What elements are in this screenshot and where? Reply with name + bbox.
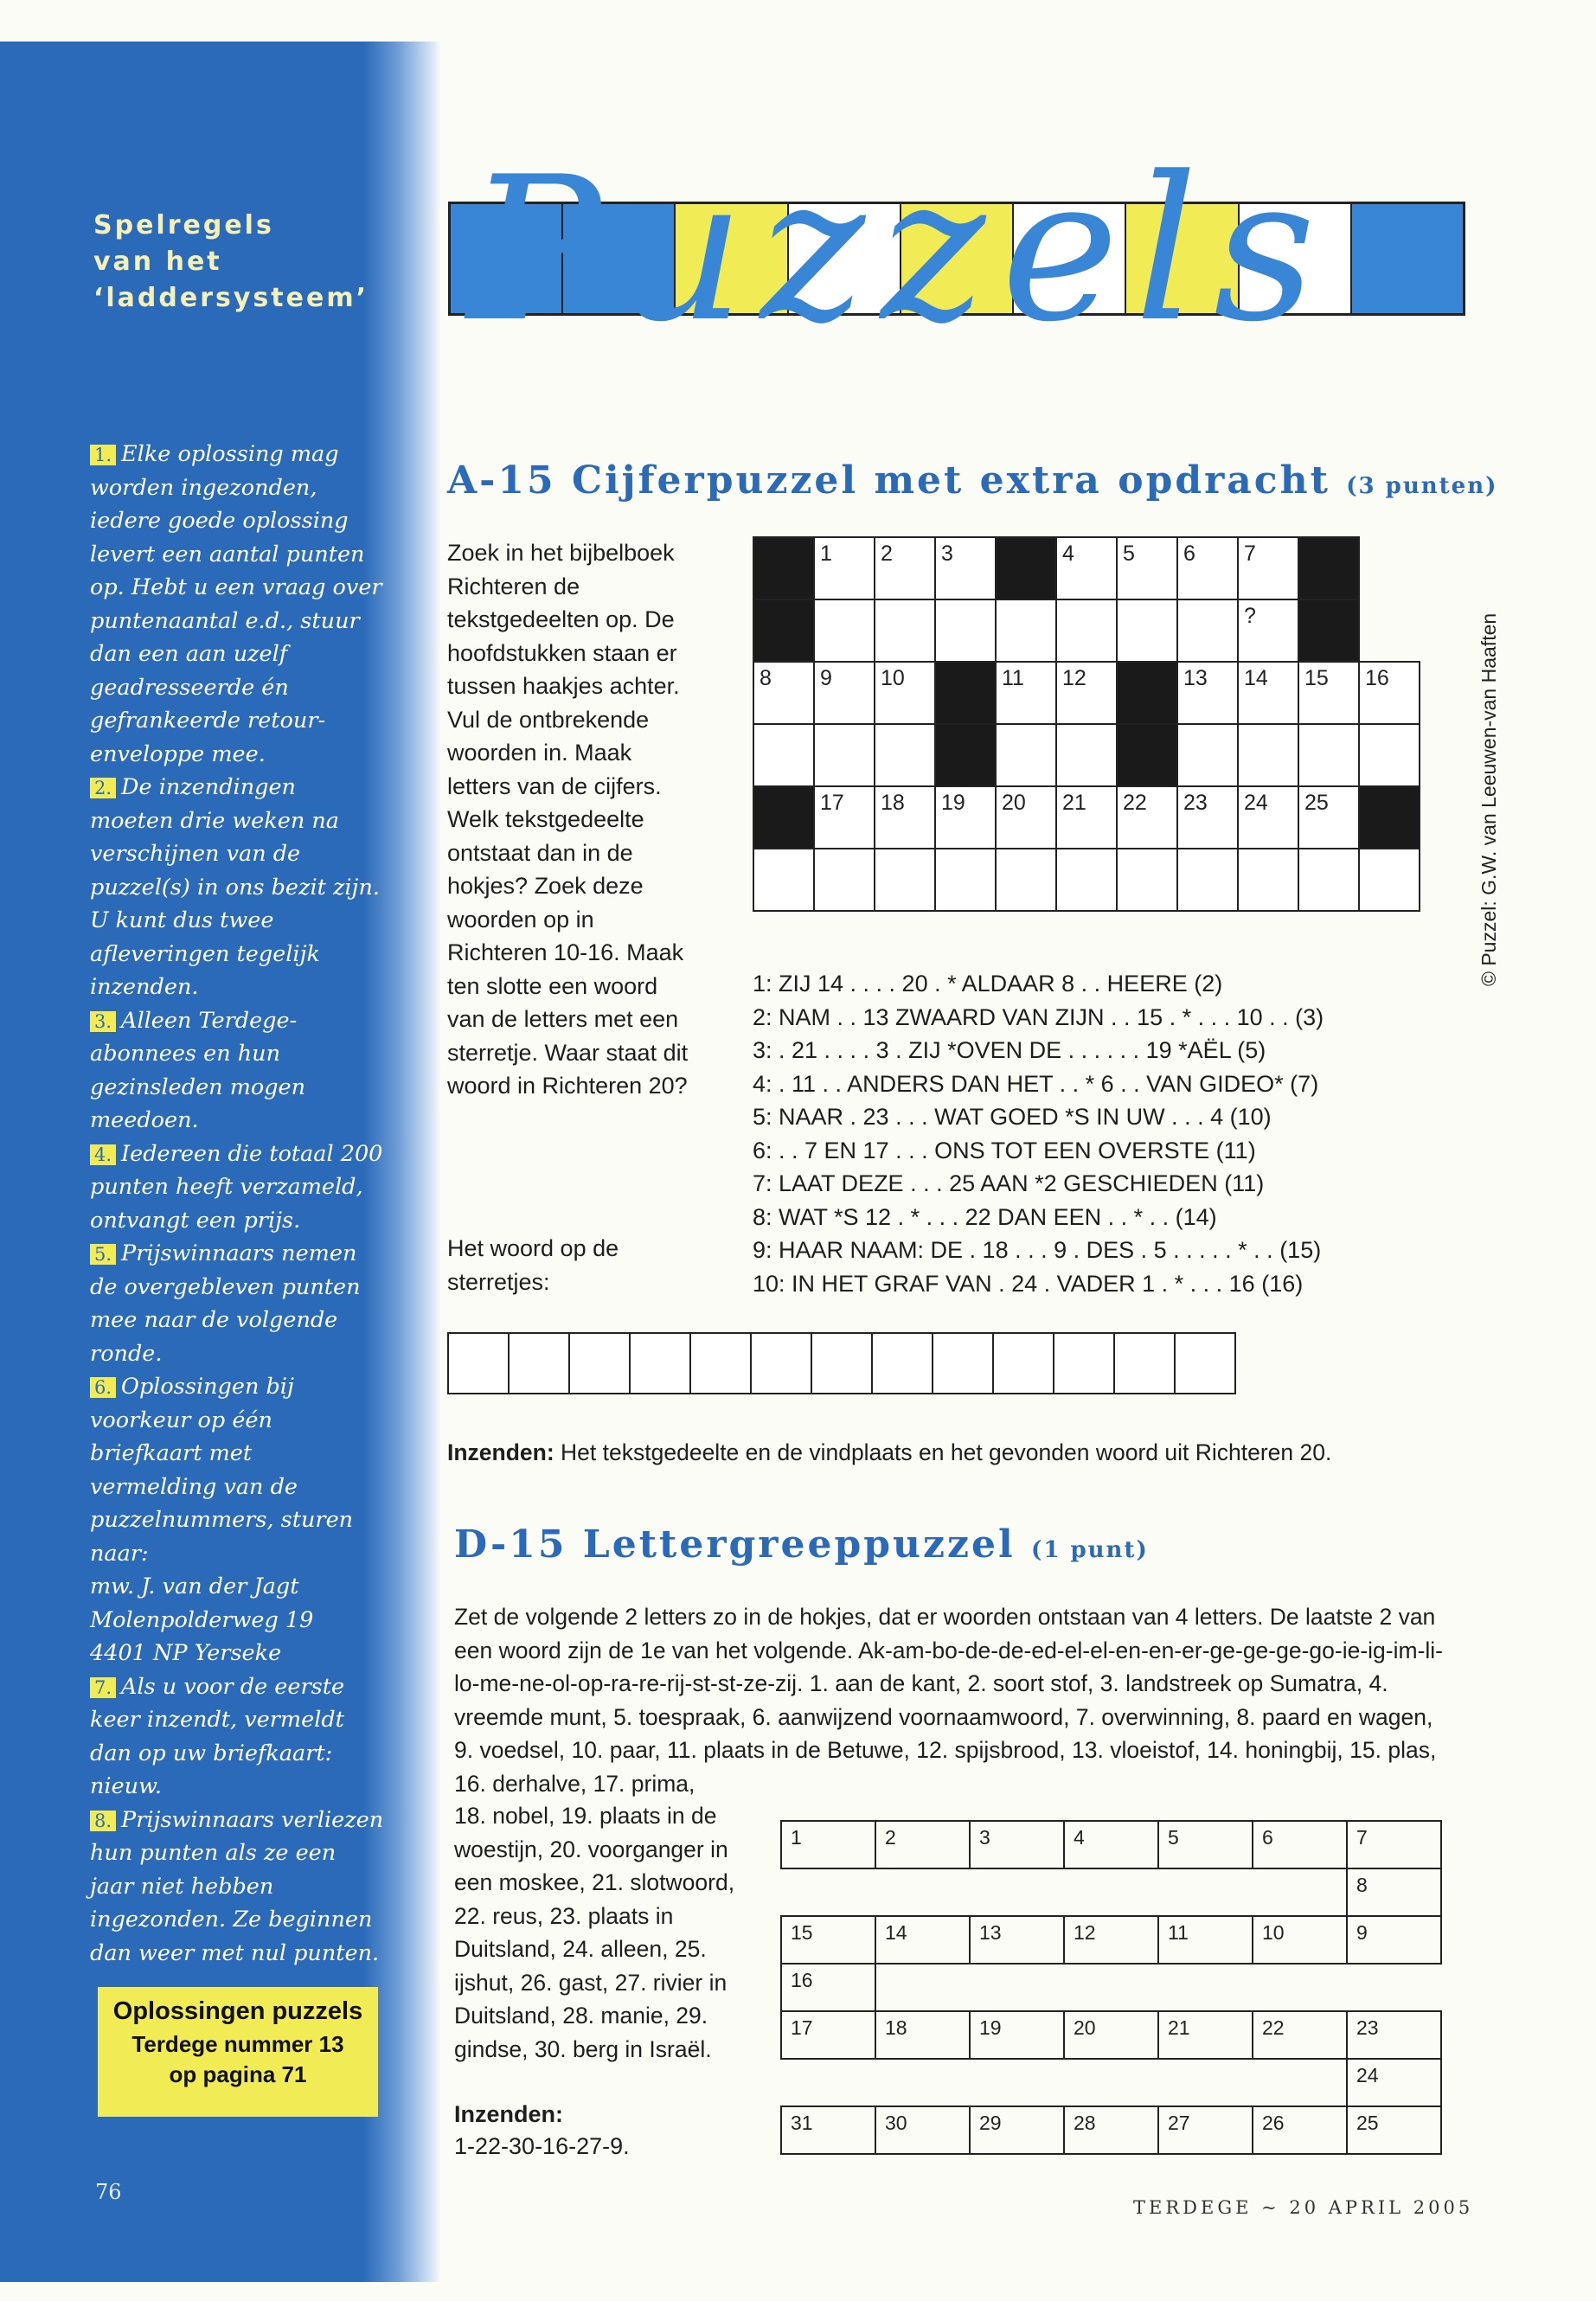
cell-number: 9 [820, 666, 832, 690]
a15-number-grid [753, 536, 1420, 912]
rules-list [90, 438, 384, 1970]
grid-cell [875, 849, 935, 911]
grid-row [753, 662, 1420, 724]
cell-number [997, 725, 1055, 728]
cell-number: 16 [1365, 666, 1389, 690]
empty-space [1253, 2059, 1347, 2106]
cell-number: 20 [1074, 2016, 1096, 2039]
star-answer-box[interactable] [630, 1333, 690, 1394]
empty-space [1064, 1964, 1158, 2011]
grid-cell [753, 849, 814, 911]
grid-cell [1347, 1821, 1441, 1868]
cell-number: 19 [941, 791, 965, 815]
grid-row [781, 1916, 1441, 1964]
page-title: Puzzels [467, 135, 1331, 366]
black-cell [996, 537, 1056, 599]
empty-space [970, 1868, 1064, 1916]
clue-line: 6: . . 7 EN 17 . . . ONS TOT EEN OVERSTE (11) [753, 1137, 1256, 1163]
grid-cell [1359, 849, 1420, 911]
grid-cell [935, 599, 996, 662]
cell-number [754, 849, 813, 853]
black-cell [1298, 537, 1359, 599]
cell-number: 19 [979, 2016, 1002, 2039]
grid-cell [875, 2011, 970, 2059]
empty-space [1158, 2059, 1253, 2106]
sidebar-title-line: van het [93, 247, 222, 277]
rule-text: Oplossingen bij voorkeur op één briefkaart met vermelding van de puzzelnummers, sturen naar: [90, 1374, 354, 1567]
solutions-line: op pagina 71 [169, 2061, 307, 2087]
cell-number [997, 600, 1055, 604]
cell-number [875, 600, 934, 604]
cell-number: 10 [881, 666, 905, 690]
rule-item [90, 1670, 384, 1804]
grid-cell [935, 849, 996, 911]
rule-number: 6. [90, 1377, 116, 1398]
cell-number: 25 [1304, 791, 1329, 815]
a15-submit-instruction [447, 1436, 1442, 1470]
empty-space [875, 1964, 970, 2011]
cell-number [1178, 849, 1237, 853]
rule-text: Prijswinnaars nemen de overgebleven punten mee naar de volgende ronde. [90, 1240, 361, 1367]
page-number: 76 [95, 2180, 122, 2204]
grid-cell [875, 662, 935, 724]
grid-cell [875, 786, 935, 849]
star-answer-box[interactable] [751, 1333, 811, 1394]
sidebar-title-line: ‘laddersysteem’ [93, 283, 369, 313]
cell-number: 13 [1183, 666, 1208, 690]
cell-number: 11 [1168, 1921, 1189, 1944]
cell-number [1178, 600, 1237, 604]
cell-number: 1 [791, 1826, 802, 1849]
empty-space [1347, 1964, 1441, 2011]
cell-number: 22 [1123, 791, 1147, 815]
empty-space [1253, 1964, 1347, 2011]
grid-row [753, 537, 1420, 599]
rule-item [90, 1004, 384, 1138]
rule-text: Alleen Terdege-abonnees en hun gezinsleden mogen meedoen. [90, 1007, 306, 1133]
a15-star-answer-boxes [447, 1332, 1236, 1394]
cell-number: 5 [1123, 542, 1135, 566]
cell-number [1118, 600, 1176, 604]
cell-number: 28 [1074, 2112, 1096, 2134]
grid-cell [814, 849, 875, 911]
rule-number: 4. [90, 1144, 116, 1165]
cell-number [997, 849, 1055, 853]
empty-space [1064, 1868, 1158, 1916]
cell-number: 8 [760, 666, 772, 690]
cell-number: 24 [1244, 791, 1268, 815]
d15-title: D-15 Lettergreeppuzzel [454, 1522, 1016, 1567]
grid-cell [814, 599, 875, 662]
a15-heading [447, 458, 1497, 503]
cell-number: 4 [1062, 542, 1074, 566]
rule-item [90, 1804, 384, 1971]
d15-points: (1 punt) [1031, 1537, 1149, 1563]
rule-text: mw. J. van der Jagt [90, 1574, 299, 1599]
cell-number [1118, 849, 1176, 853]
cell-number: 8 [1356, 1874, 1368, 1896]
a15-clues [753, 967, 1410, 1300]
rule-text: Prijswinnaars verliezen hun punten als ze een jaar niet hebben ingezonden. Ze beginnen dan weer met nul punten. [90, 1806, 384, 1966]
rule-number: 1. [90, 445, 116, 465]
grid-row [753, 849, 1420, 911]
grid-cell [1056, 786, 1117, 849]
grid-cell [814, 662, 875, 724]
cell-number: 25 [1356, 2112, 1379, 2134]
empty-space [781, 2059, 875, 2106]
grid-cell [781, 2011, 875, 2059]
cell-number: 10 [1262, 1921, 1285, 1944]
grid-cell [996, 849, 1056, 911]
grid-cell [970, 1916, 1064, 1964]
a15-points: (3 punten) [1346, 473, 1498, 499]
grid-cell [1158, 1916, 1253, 1964]
rule-item [90, 1370, 384, 1570]
grid-cell [1298, 849, 1359, 911]
empty-space [875, 1868, 970, 1916]
cell-number: 27 [1168, 2112, 1190, 2134]
rule-item [90, 1570, 384, 1604]
cell-number [1299, 849, 1358, 853]
grid-row [781, 2106, 1441, 2154]
grid-cell [781, 1964, 875, 2011]
grid-cell [1238, 662, 1298, 724]
cell-number: 30 [885, 2112, 907, 2134]
star-answer-box[interactable] [569, 1333, 630, 1394]
grid-cell [1347, 2011, 1441, 2059]
rule-number: 8. [90, 1811, 116, 1831]
puzzle-credit-text: © Puzzel: G.W. van Leeuwen-van Haaften [1477, 612, 1500, 986]
grid-cell [1117, 786, 1177, 849]
cell-number [1239, 849, 1298, 853]
rule-text: Elke oplossing mag worden ingezonden, iedere goede oplossing levert een aantal punten op. Hebt u een vraag over puntenaantal e.d., stuur dan een aan uzelf geadresseerde én gefrankeerde retour-enveloppe mee. [90, 441, 382, 767]
cell-number [936, 600, 995, 604]
grid-cell [1158, 1821, 1253, 1868]
cell-number: 24 [1356, 2064, 1379, 2086]
grid-row [781, 1821, 1441, 1868]
cell-number: 17 [791, 2016, 813, 2039]
empty-space [970, 2059, 1064, 2106]
cell-number: 23 [1356, 2016, 1379, 2039]
a15-title: A-15 Cijferpuzzel met extra opdracht [447, 458, 1330, 503]
cell-number: 5 [1168, 1826, 1179, 1849]
d15-description: Zet de volgende 2 letters zo in de hokjes, dat er woorden ontstaan van 4 letters. De laatste 2 van een woord zijn de 1e van het volgende. Ak-am-bo-de-de-ed-el-el-en-en-er-ge-ge-ge-go-ie-ig-im-li-lo-me-ne-ol-op-ra-re-rij-st-st-ze-zij. 1. aan de kant, 2. soort stof, 3. landstreek op Sumatra, 4. vreemde munt, 5. toespraak, 6. aanwijzend voornaamwoord, 7. overwinning, 8. paard en wagen, 9. voedsel, 10. paar, 11. plaats in de Betuwe, 12. spijsbrood, 13. vloeistof, 14. honingbij, 15. plas, 16. derhalve, 17. prima, [454, 1604, 1444, 1797]
grid-cell [875, 1916, 970, 1964]
cell-number [815, 849, 874, 853]
grid-cell [1347, 1868, 1441, 1916]
rule-number: 2. [90, 778, 116, 798]
a15-submit-label: Inzenden: [447, 1439, 554, 1465]
grid-cell [1298, 662, 1359, 724]
clue-line: 4: . 11 . . ANDERS DAN HET . . * 6 . . VAN GIDEO* (7) [753, 1070, 1319, 1097]
star-answer-box[interactable] [1175, 1333, 1235, 1394]
d15-syllable-grid [780, 1820, 1442, 2155]
grid-cell [1253, 2106, 1347, 2154]
cell-number: 16 [791, 1969, 813, 1991]
grid-cell [814, 724, 875, 786]
grid-cell [1064, 2106, 1158, 2154]
cell-number [1178, 725, 1237, 728]
cell-number [1360, 725, 1419, 728]
cell-number: 7 [1244, 542, 1256, 566]
cell-number: 3 [979, 1826, 990, 1849]
cell-number: 20 [1002, 791, 1026, 815]
grid-cell [781, 1821, 875, 1868]
rule-number: 5. [90, 1244, 116, 1265]
d15-submit-value: 1-22-30-16-27-9. [454, 2133, 630, 2159]
cell-number [1057, 600, 1116, 604]
rule-item [90, 1604, 384, 1638]
cell-number: 21 [1062, 791, 1086, 815]
a15-submit-text: Het tekstgedeelte en de vindplaats en het gevonden woord uit Richteren 20. [561, 1439, 1332, 1465]
grid-cell [996, 662, 1056, 724]
clue-line: 5: NAAR . 23 . . . WAT GOED *S IN UW . . . 4 (10) [753, 1104, 1272, 1130]
cell-number [875, 849, 934, 853]
cell-number: 2 [881, 542, 893, 566]
star-answer-box[interactable] [811, 1333, 872, 1394]
star-answer-box[interactable] [448, 1333, 509, 1394]
grid-cell [1117, 537, 1177, 599]
grid-cell [1117, 599, 1177, 662]
grid-cell [1064, 1916, 1158, 1964]
cell-number: 21 [1168, 2016, 1190, 2039]
rule-item [90, 1138, 384, 1238]
grid-cell [875, 724, 935, 786]
star-answer-box[interactable] [1054, 1333, 1114, 1394]
grid-cell [1056, 537, 1117, 599]
grid-cell [935, 537, 996, 599]
cell-number: 14 [885, 1921, 907, 1944]
grid-row [781, 2011, 1441, 2059]
star-answer-box[interactable] [993, 1333, 1054, 1394]
cell-number: 6 [1183, 542, 1195, 566]
d15-clues-continued: 18. nobel, 19. plaats in de woestijn, 20. voorganger in een moskee, 21. slotwoord, 22. reus, 23. plaats in Duitsland, 24. alleen, 25. ijshut, 26. gast, 27. rivier in Duitsland, 28. manie, 29. gindse, 30. berg in Israël. [454, 1803, 735, 2062]
grid-cell [1238, 599, 1298, 662]
clue-line: 1: ZIJ 14 . . . . 20 . * ALDAAR 8 . . HEERE (2) [753, 971, 1223, 997]
banner-cell [1352, 204, 1463, 313]
star-answer-box[interactable] [690, 1333, 751, 1394]
grid-cell [875, 599, 935, 662]
rule-text: Molenpolderweg 19 [90, 1606, 314, 1633]
cell-number [1057, 849, 1116, 853]
cell-number: 15 [791, 1921, 813, 1944]
cell-number: 29 [979, 2112, 1002, 2134]
sidebar-title-line: Spelregels [93, 210, 274, 240]
cell-number: 1 [820, 542, 832, 566]
grid-cell [1158, 2106, 1253, 2154]
black-cell [753, 537, 814, 599]
star-answer-box[interactable] [509, 1333, 569, 1394]
rule-text: 4401 NP Yerseke [90, 1640, 282, 1666]
star-answer-box[interactable] [933, 1333, 993, 1394]
rule-number: 7. [90, 1677, 116, 1698]
grid-cell [1056, 849, 1117, 911]
cell-number: 3 [941, 542, 953, 566]
rule-item [90, 771, 384, 1004]
cell-number: 12 [1062, 666, 1086, 690]
clue-line: 8: WAT *S 12 . * . . . 22 DAN EEN . . * . . (14) [753, 1203, 1217, 1230]
grid-cell [1177, 849, 1238, 911]
black-cell [1117, 662, 1177, 724]
empty-space [1064, 2059, 1158, 2106]
star-answer-box[interactable] [872, 1333, 933, 1394]
grid-cell [1347, 1916, 1441, 1964]
d15-submit-label: Inzenden: [454, 2101, 563, 2127]
grid-cell [996, 724, 1056, 786]
solutions-box [98, 1987, 378, 2117]
cell-number: 9 [1356, 1921, 1368, 1944]
d15-heading [454, 1522, 1149, 1567]
star-answer-box[interactable] [1114, 1333, 1175, 1394]
grid-cell [1056, 662, 1117, 724]
grid-cell [753, 662, 814, 724]
grid-cell [1359, 724, 1420, 786]
grid-cell [1238, 849, 1298, 911]
cell-number: 4 [1074, 1826, 1085, 1849]
black-cell [753, 599, 814, 662]
grid-cell [814, 786, 875, 849]
rule-text: Als u voor de eerste keer inzendt, vermeldt dan op uw briefkaart: nieuw. [90, 1673, 345, 1799]
grid-cell [781, 1916, 875, 1964]
sidebar-title [93, 208, 379, 317]
clue-line: 10: IN HET GRAF VAN . 24 . VADER 1 . * . . . 16 (16) [753, 1270, 1304, 1297]
empty-space [781, 1868, 875, 1916]
cell-number: 11 [1002, 666, 1024, 690]
grid-cell [814, 537, 875, 599]
grid-cell [1177, 724, 1238, 786]
rule-item [90, 1637, 384, 1670]
clue-line: 2: NAM . . 13 ZWAARD VAN ZIJN . . 15 . * . . . 10 . . (3) [753, 1003, 1324, 1030]
empty-space [875, 2059, 970, 2106]
rule-text: De inzendingen moeten drie weken na verschijnen van de puzzel(s) in ons bezit zijn. U kunt dus twee afleveringen tegelijk inzenden. [90, 774, 380, 1000]
grid-cell [753, 724, 814, 786]
grid-cell [1117, 849, 1177, 911]
grid-row [781, 1964, 1441, 2011]
solutions-line: Terdege nummer 13 [131, 2031, 344, 2057]
grid-cell [1359, 662, 1420, 724]
cell-number [1360, 849, 1419, 853]
cell-number [1299, 725, 1358, 728]
rule-item [90, 1237, 384, 1370]
grid-cell [875, 1821, 970, 1868]
grid-cell [1238, 724, 1298, 786]
cell-number [875, 725, 934, 728]
cell-number: 6 [1262, 1826, 1273, 1849]
grid-cell [875, 2106, 970, 2154]
grid-cell [875, 537, 935, 599]
grid-cell [1177, 786, 1238, 849]
cell-number: 2 [885, 1826, 896, 1849]
grid-cell [1177, 599, 1238, 662]
cell-number [815, 725, 874, 728]
grid-row [753, 599, 1420, 662]
cell-number: ? [1244, 604, 1256, 628]
cell-number: 15 [1304, 666, 1329, 690]
grid-cell [1158, 2011, 1253, 2059]
rule-text: Iedereen die totaal 200 punten heeft verzameld, ontvangt een prijs. [90, 1140, 383, 1234]
grid-cell [1056, 599, 1117, 662]
grid-cell [1298, 724, 1359, 786]
grid-cell [1238, 537, 1298, 599]
empty-space [970, 1964, 1064, 2011]
cell-number: 13 [979, 1921, 1002, 1944]
cell-number [754, 725, 813, 728]
clue-line: 7: LAAT DEZE . . . 25 AAN *2 GESCHIEDEN (11) [753, 1170, 1265, 1196]
grid-cell [935, 786, 996, 849]
grid-row [753, 724, 1420, 786]
cell-number: 26 [1262, 2112, 1285, 2134]
cell-number: 12 [1074, 1921, 1096, 1944]
grid-cell [996, 786, 1056, 849]
grid-cell [970, 2106, 1064, 2154]
grid-row [753, 786, 1420, 849]
cell-number [936, 849, 995, 853]
grid-cell [1056, 724, 1117, 786]
grid-cell [1253, 1821, 1347, 1868]
puzzle-credit [1472, 528, 1507, 986]
cell-number [1057, 725, 1116, 728]
cell-number: 22 [1262, 2016, 1285, 2039]
footer-issue: TERDEGE ~ 20 APRIL 2005 [1133, 2197, 1474, 2218]
cell-number: 18 [885, 2016, 907, 2039]
grid-cell [1064, 1821, 1158, 1868]
grid-cell [1177, 662, 1238, 724]
grid-row [781, 2059, 1441, 2106]
empty-space [1158, 1868, 1253, 1916]
empty-space [1158, 1964, 1253, 2011]
grid-cell [1253, 1916, 1347, 1964]
cell-number: 7 [1356, 1826, 1368, 1849]
grid-cell [970, 2011, 1064, 2059]
black-cell [753, 786, 814, 849]
cell-number [1239, 725, 1298, 728]
grid-cell [996, 599, 1056, 662]
solutions-line: Oplossingen puzzels [112, 1997, 363, 2025]
grid-cell [1253, 2011, 1347, 2059]
a15-star-prompt: Het woord op de sterretjes: [447, 1235, 619, 1295]
cell-number: 18 [881, 791, 905, 815]
grid-cell [1238, 786, 1298, 849]
grid-cell [1347, 2106, 1441, 2154]
black-cell [935, 724, 996, 786]
black-cell [1117, 724, 1177, 786]
cell-number: 17 [820, 791, 844, 815]
grid-cell [1347, 2059, 1441, 2106]
grid-row [781, 1868, 1441, 1916]
cell-number [815, 600, 874, 604]
black-cell [1359, 786, 1420, 849]
grid-cell [1177, 537, 1238, 599]
cell-number: 31 [791, 2112, 813, 2134]
grid-cell [1064, 2011, 1158, 2059]
grid-cell [970, 1821, 1064, 1868]
rule-number: 3. [90, 1011, 116, 1032]
cell-number: 14 [1244, 666, 1268, 690]
cell-number: 23 [1183, 791, 1208, 815]
grid-cell [1298, 786, 1359, 849]
black-cell [935, 662, 996, 724]
clue-line: 9: HAAR NAAM: DE . 18 . . . 9 . DES . 5 . . . . . * . . (15) [753, 1237, 1322, 1263]
a15-instructions: Zoek in het bijbelboek Richteren de tekstgedeelten op. De hoofdstukken staan er tussen haakjes achter. Vul de ontbrekende woorden in. Maak letters van de cijfers. Welk tekstgedeelte ontstaat dan in de hokjes? Zoek deze woorden op in Richteren 10-16. Maak ten slotte een woord van de letters met een sterretje. Waar staat dit woord in Richteren 20? [447, 540, 689, 1099]
clue-line: 3: . 21 . . . . 3 . ZIJ *OVEN DE . . . . . . 19 *AËL (5) [753, 1037, 1266, 1063]
empty-space [1253, 1868, 1347, 1916]
black-cell [1298, 599, 1359, 662]
rule-item [90, 438, 384, 771]
grid-cell [781, 2106, 875, 2154]
